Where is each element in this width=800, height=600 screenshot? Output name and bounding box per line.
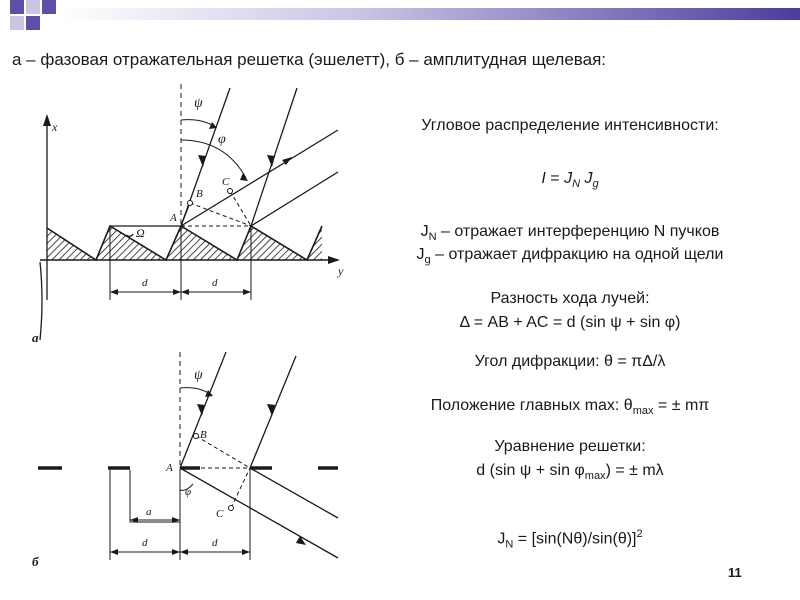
jg-description: $J_g$ – отражает дифракцию на одной щели	[416, 246, 724, 267]
slide-title: а – фазовая отражательная решетка (эшелетт), б – амплитудная щелевая:	[12, 50, 607, 69]
phi-label-a: φ	[218, 132, 226, 147]
y-axis-arrow	[328, 256, 340, 264]
page-number: 11	[728, 565, 742, 580]
x-axis-arrow	[43, 114, 51, 126]
substrate-edge	[40, 262, 42, 340]
point-a-label-b: A	[166, 462, 173, 474]
point-b-label-a: B	[196, 188, 203, 200]
psi-label-a: ψ	[194, 96, 203, 111]
jn-description: $J_N$ – отражает интерференцию N пучков	[420, 223, 720, 244]
point-a-label-a: A	[170, 212, 177, 224]
figure-a	[40, 84, 340, 340]
figure-b	[38, 352, 338, 560]
d-label-a1: d	[142, 277, 148, 289]
point-b-label-b: B	[200, 429, 207, 441]
d-label-b2: d	[212, 537, 218, 549]
intensity-formula: $I = J_N$ $J_g$	[541, 170, 599, 191]
grating-diagrams	[0, 0, 360, 600]
point-c-label-a: C	[222, 176, 230, 188]
figure-b-caption: б	[32, 554, 39, 569]
grating-equation-heading: Уравнение решетки:	[494, 438, 646, 455]
intensity-heading: Угловое распределение интенсивности:	[421, 117, 719, 134]
d-label-b1: d	[142, 537, 148, 549]
path-difference-heading: Разность хода лучей:	[490, 290, 650, 307]
path-difference-formula: Δ = AB + AC = d (sin ψ + sin φ)	[459, 314, 681, 331]
grating-equation: d (sin $\psi + \sin \varphi_{max}$) = ± mλ	[476, 462, 664, 483]
slit-width-label: a	[146, 506, 152, 518]
main-max-position: Положение главных max: $\theta_{max}$ = ± mπ	[430, 397, 710, 418]
figure-a-caption: а	[32, 330, 39, 345]
jn-formula: $J_N = [\sin(N\theta)/\sin(\theta)]^2$	[497, 528, 643, 551]
diffracted-ray-1	[181, 130, 338, 226]
axis-y-label: y	[338, 264, 344, 278]
axis-x-label: x	[52, 120, 58, 134]
diffracted-ray-2	[251, 172, 338, 226]
point-c-label-b: C	[216, 508, 224, 520]
omega-label: Ω	[136, 226, 145, 240]
diffraction-angle: Угол дифракции: θ = πΔ/λ	[474, 353, 666, 370]
d-label-a2: d	[212, 277, 218, 289]
psi-label-b: ψ	[194, 368, 203, 383]
phi-label-b: φ	[185, 486, 192, 498]
